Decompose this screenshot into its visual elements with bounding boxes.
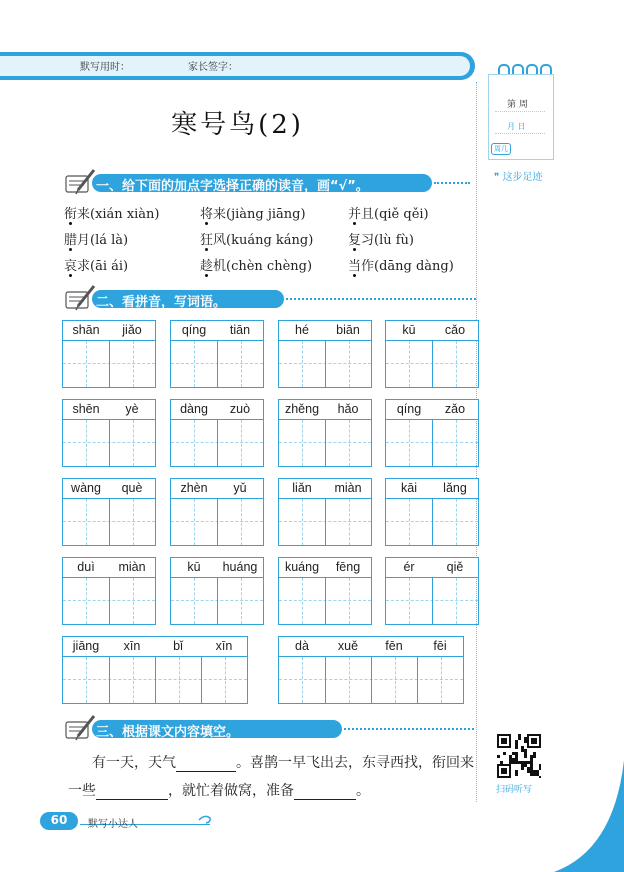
- emphasis-dot: [205, 274, 208, 277]
- pinyin-syllable: fēi: [433, 639, 447, 653]
- side-note: ❞ 这步足迹: [494, 172, 543, 183]
- writing-box[interactable]: [109, 657, 156, 703]
- reading-item[interactable]: 腊月(lá là): [64, 233, 129, 248]
- writing-box[interactable]: [325, 499, 372, 545]
- pinyin-row: [278, 399, 372, 420]
- pinyin-syllable: shēn: [72, 402, 100, 416]
- calendar-row2: 月 日: [507, 122, 526, 131]
- passage-line-1: 有一天，天气 。喜鹊一早飞出去，东寻西找，衔回来: [92, 755, 474, 771]
- pinyin-row: [170, 399, 264, 420]
- pinyin-row: [62, 399, 156, 420]
- writing-box[interactable]: [279, 657, 325, 703]
- writing-boxes: [278, 577, 372, 625]
- writing-box[interactable]: [171, 578, 217, 624]
- qr-label: 扫码听写: [496, 785, 533, 795]
- reading-item[interactable]: 将来(jiàng jiāng): [200, 207, 306, 222]
- writing-box[interactable]: [386, 499, 432, 545]
- reading-item[interactable]: 当作(dāng dàng): [348, 259, 454, 274]
- writing-boxes: [62, 340, 156, 388]
- writing-boxes: [385, 340, 479, 388]
- pinyin-row: [385, 557, 479, 578]
- writing-box[interactable]: [279, 499, 325, 545]
- pinyin-syllable: zǎo: [444, 402, 466, 416]
- writing-box[interactable]: [217, 420, 264, 466]
- writing-box[interactable]: [217, 499, 264, 545]
- page-corner-decoration: [554, 760, 624, 872]
- writing-box[interactable]: [63, 578, 109, 624]
- calendar-row1: 第 周: [507, 100, 528, 110]
- pinyin-syllable: ér: [403, 560, 415, 574]
- pinyin-row: [385, 399, 479, 420]
- writing-box[interactable]: [325, 420, 372, 466]
- pinyin-syllable: zhěng: [284, 402, 320, 416]
- pinyin-syllable: shān: [72, 323, 100, 337]
- writing-boxes: [278, 419, 372, 467]
- emphasis-dot: [69, 222, 72, 225]
- pinyin-syllable: jiǎo: [122, 323, 142, 337]
- calendar-widget: [488, 74, 554, 160]
- pinyin-syllable: dà: [295, 639, 309, 653]
- writing-boxes: [385, 419, 479, 467]
- pinyin-syllable: kāi: [401, 481, 417, 495]
- writing-box[interactable]: [386, 578, 432, 624]
- curl-icon: [198, 814, 212, 826]
- writing-box[interactable]: [155, 657, 202, 703]
- pinyin-syllable: fēng: [335, 560, 361, 574]
- pinyin-syllable: miàn: [334, 481, 362, 495]
- pinyin-row: [170, 557, 264, 578]
- section-1-heading: 一、给下面的加点字选择正确的读音，画“√”。: [64, 172, 444, 194]
- passage-line-2: 一些 ，就忙着做窝，准备 。: [68, 783, 370, 799]
- writing-boxes: [170, 577, 264, 625]
- pinyin-syllable: què: [121, 481, 143, 495]
- reading-item[interactable]: 趁机(chèn chèng): [200, 259, 313, 274]
- emphasis-dot: [353, 222, 356, 225]
- reading-item[interactable]: 哀求(āi ái): [64, 259, 129, 274]
- pinyin-syllable: jiāng: [72, 639, 100, 653]
- section-2-heading: 二、看拼音，写词语。: [64, 288, 464, 310]
- writing-box[interactable]: [171, 341, 217, 387]
- pinyin-row: [278, 636, 464, 657]
- series-name: 默写小达人: [88, 819, 138, 830]
- pinyin-syllable: lǎng: [443, 481, 467, 495]
- pinyin-row: [62, 636, 248, 657]
- writing-box[interactable]: [109, 341, 156, 387]
- pinyin-syllable: hé: [295, 323, 309, 337]
- writing-boxes: [62, 498, 156, 546]
- pinyin-syllable: miàn: [118, 560, 146, 574]
- writing-boxes: [278, 340, 372, 388]
- pinyin-syllable: biān: [336, 323, 360, 337]
- qr-code-icon[interactable]: [497, 734, 541, 778]
- writing-box[interactable]: [432, 499, 479, 545]
- pinyin-syllable: cǎo: [444, 323, 466, 337]
- pinyin-syllable: yè: [125, 402, 139, 416]
- pinyin-row: [385, 478, 479, 499]
- reading-item[interactable]: 并且(qiě qěi): [348, 207, 429, 222]
- writing-box[interactable]: [201, 657, 248, 703]
- pinyin-row: [62, 320, 156, 341]
- blank-materials[interactable]: [96, 785, 168, 800]
- writing-boxes: [170, 419, 264, 467]
- emphasis-dot: [205, 222, 208, 225]
- writing-boxes: [278, 656, 464, 704]
- writing-boxes: [62, 577, 156, 625]
- writing-box[interactable]: [325, 578, 372, 624]
- footprint-icon: ❞: [494, 172, 503, 183]
- time-label: 默写用时：: [80, 62, 130, 73]
- writing-box[interactable]: [109, 420, 156, 466]
- writing-box[interactable]: [217, 578, 264, 624]
- writing-box[interactable]: [371, 657, 418, 703]
- pinyin-syllable: hǎo: [337, 402, 359, 416]
- pinyin-row: [278, 557, 372, 578]
- writing-box[interactable]: [279, 578, 325, 624]
- blank-purpose[interactable]: [294, 785, 356, 800]
- reading-item[interactable]: 衔来(xián xiàn): [64, 207, 160, 222]
- writing-box[interactable]: [279, 341, 325, 387]
- pinyin-row: [385, 320, 479, 341]
- page-title: 寒号鸟(2): [171, 110, 304, 140]
- writing-boxes: [62, 419, 156, 467]
- pinyin-syllable: xīn: [215, 639, 233, 653]
- pinyin-row: [278, 478, 372, 499]
- pinyin-syllable: xīn: [123, 639, 141, 653]
- writing-boxes: [385, 577, 479, 625]
- writing-box[interactable]: [171, 499, 217, 545]
- pinyin-syllable: qíng: [181, 323, 207, 337]
- calendar-badge: 周几: [491, 143, 511, 155]
- writing-box[interactable]: [109, 499, 156, 545]
- page-number: 60: [50, 813, 68, 827]
- emphasis-dot: [69, 274, 72, 277]
- writing-box[interactable]: [63, 499, 109, 545]
- writing-box[interactable]: [432, 578, 479, 624]
- pinyin-syllable: duì: [77, 560, 95, 574]
- pinyin-syllable: tiān: [229, 323, 251, 337]
- emphasis-dot: [69, 248, 72, 251]
- pinyin-syllable: wàng: [71, 481, 101, 495]
- writing-boxes: [62, 656, 248, 704]
- pinyin-syllable: dàng: [180, 402, 208, 416]
- writing-box[interactable]: [217, 341, 264, 387]
- pinyin-row: [62, 557, 156, 578]
- pinyin-syllable: qíng: [396, 402, 422, 416]
- pinyin-syllable: kuáng: [284, 560, 320, 574]
- writing-boxes: [170, 340, 264, 388]
- writing-box[interactable]: [63, 420, 109, 466]
- writing-box[interactable]: [279, 420, 325, 466]
- pinyin-syllable: yǔ: [233, 481, 247, 495]
- emphasis-dot: [205, 248, 208, 251]
- sign-label: 家长签字：: [188, 62, 238, 73]
- pinyin-syllable: fēn: [385, 639, 403, 653]
- pinyin-row: [170, 478, 264, 499]
- blank-weather[interactable]: [176, 757, 236, 772]
- pinyin-row: [170, 320, 264, 341]
- emphasis-dot: [353, 248, 356, 251]
- reading-item[interactable]: 狂风(kuáng káng): [200, 233, 314, 248]
- pinyin-syllable: huáng: [222, 560, 258, 574]
- writing-box[interactable]: [325, 657, 372, 703]
- writing-box[interactable]: [171, 420, 217, 466]
- pinyin-syllable: xuě: [337, 639, 359, 653]
- pinyin-syllable: zuò: [229, 402, 251, 416]
- pinyin-syllable: kū: [402, 323, 416, 337]
- pinyin-row: [62, 478, 156, 499]
- writing-box[interactable]: [63, 657, 109, 703]
- writing-boxes: [278, 498, 372, 546]
- pinyin-row: [278, 320, 372, 341]
- writing-box[interactable]: [386, 420, 432, 466]
- writing-box[interactable]: [325, 341, 372, 387]
- pinyin-syllable: qiě: [446, 560, 464, 574]
- writing-box[interactable]: [63, 341, 109, 387]
- writing-box[interactable]: [386, 341, 432, 387]
- writing-boxes: [170, 498, 264, 546]
- reading-item[interactable]: 复习(lù fù): [348, 233, 414, 248]
- writing-box[interactable]: [417, 657, 464, 703]
- pinyin-syllable: liǎn: [292, 481, 312, 495]
- section-3-heading: 三、根据课文内容填空。: [64, 718, 464, 740]
- pinyin-syllable: zhèn: [180, 481, 208, 495]
- writing-box[interactable]: [432, 341, 479, 387]
- emphasis-dot: [353, 274, 356, 277]
- writing-box[interactable]: [432, 420, 479, 466]
- writing-box[interactable]: [109, 578, 156, 624]
- pinyin-syllable: kū: [187, 560, 201, 574]
- pinyin-syllable: bǐ: [173, 639, 183, 653]
- writing-boxes: [385, 498, 479, 546]
